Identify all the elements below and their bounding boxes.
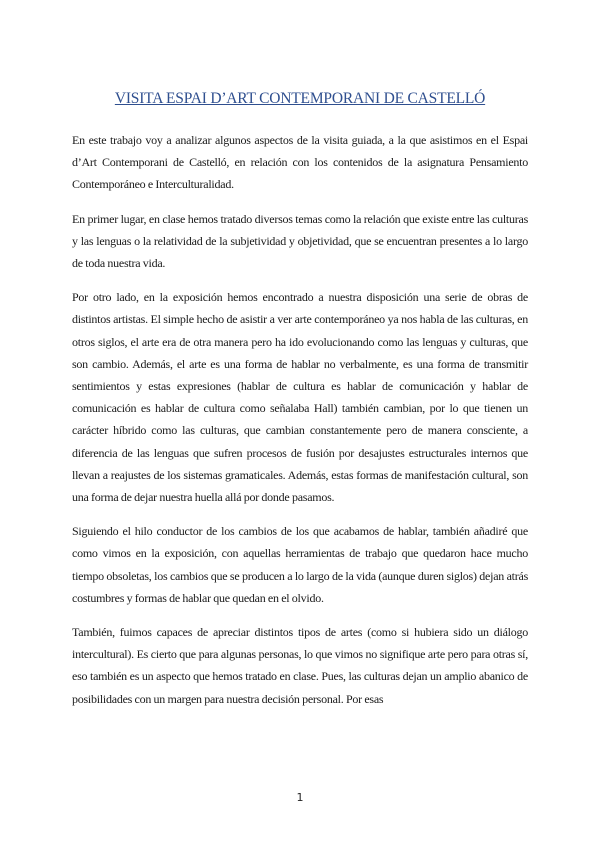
document-title: VISITA ESPAI D’ART CONTEMPORANI DE CASTELLÓ bbox=[114, 90, 486, 107]
page-number: 1 bbox=[296, 791, 304, 804]
paragraph-intro: En este trabajo voy a analizar algunos aspectos de la visita guiada, a la que asistimos en el Espai d’Art Contemporani de Castelló, en relación con los contenidos de la asignatura Pensamiento Contemporáneo e Interculturalidad. bbox=[72, 133, 528, 192]
paragraph-exhibition: Por otro lado, en la exposición hemos encontrado a nuestra disposición una serie de obras de distintos artistas. El simple hecho de asistir a ver arte contemporáneo ya nos habla de las culturas, en otros siglos, el arte era de otra manera pero ha ido evolucionando como las lenguas y culturas, que son cambio. Además, el arte es una forma de hablar no verbalmente, es una forma de transmitir sentimientos y estas expresiones (hablar de cultura es hablar de comunicación y hablar de comunicación es hablar de cultura como señalaba Hall) también cambian, por lo que tienen un carácter híbrido como las culturas, que cambian constantemente pero de manera consciente, a diferencia de las lenguas que sufren procesos de fusión por desajustes estructurales internos que llevan a reajustes de los sistemas gramaticales. Además, estas formas de manifestación cultural, son una forma de dejar nuestra huella allá por donde pasamos. bbox=[72, 290, 528, 505]
paragraph-first-place: En primer lugar, en clase hemos tratado diversos temas como la relación que existe entre las culturas y las lenguas o la relatividad de la subjetividad y objetividad, que se encuentran presentes a lo largo de toda nuestra vida. bbox=[72, 211, 528, 271]
document-body bbox=[72, 129, 528, 722]
paragraph-changes: Siguiendo el hilo conductor de los cambios de los que acabamos de hablar, también añadiré que como vimos en la exposición, con aquellas herramientas de trabajo que quedaron hace mucho tiempo obsoletas, los cambios que se producen a lo largo de la vida (aunque duren siglos) dejan atrás costumbres y formas de hablar que quedan en el olvido. bbox=[72, 524, 528, 605]
paragraph-art-types: También, fuimos capaces de apreciar distintos tipos de artes (como si hubiera sido un diálogo intercultural). Es cierto que para algunas personas, lo que vimos no signifique arte pero para otras sí, eso también es un aspecto que hemos tratado en clase. Pues, las culturas dejan un amplio abanico de posibilidades con un margen para nuestra decisión personal. Por esas bbox=[72, 625, 528, 706]
